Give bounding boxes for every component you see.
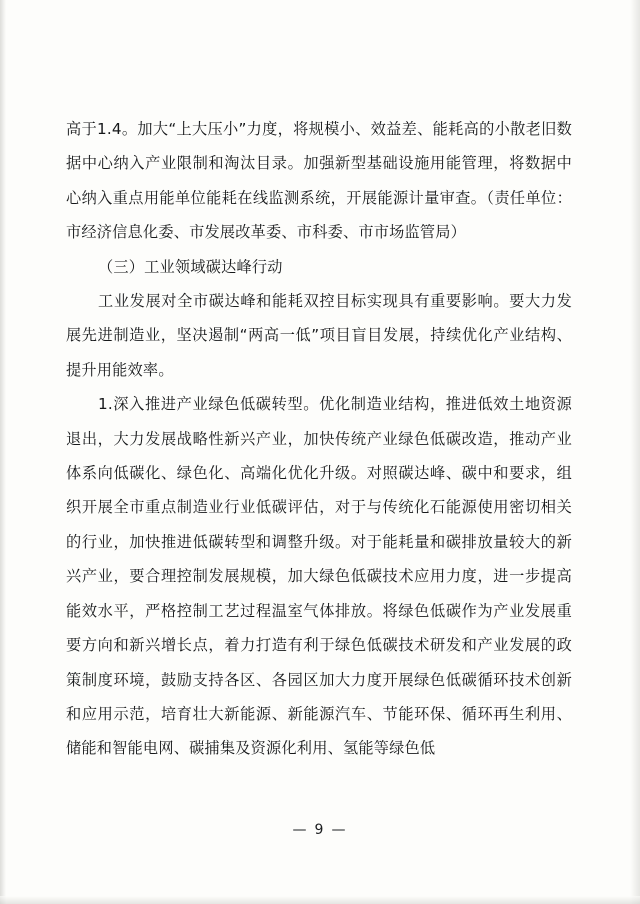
page-bottom-edge-shadow xyxy=(0,896,640,904)
page-right-edge-shadow xyxy=(630,0,640,904)
page-number-value: 9 xyxy=(314,822,326,838)
paragraph-item-1-green-transition: 1.深入推进产业绿色低碳转型。优化制造业结构，推进低效土地资源退出，大力发展战略性新兴产业，加快传统产业绿色低碳改造，推动产业体系向低碳化、绿色化、高端化优化升级。对照碳达峰、碳中和要求，组织开展全市重点制造业行业低碳评估，对于与传统化石能源使用密切相关的行业，加快推进低碳转型和调整升级。对于能耗量和碳排放量较大的新兴产业，要合理控制发展规模，加大绿色低碳技术应用力度，进一步提高能效水平，严格控制工艺过程温室气体排放。将绿色低碳作为产业发展重要方向和新兴增长点，着力打造有利于绿色低碳技术研发和产业发展的政策制度环境，鼓励支持各区、各园区加大力度开展绿色低碳循环技术创新和应用示范，培育壮大新能源、新能源汽车、节能环保、循环再生利用、储能和智能电网、碳捕集及资源化利用、氢能等绿色低 xyxy=(66,395,572,758)
page-number-dash-left: — xyxy=(292,822,309,838)
paragraph-continued-1: 高于1.4。加大“上大压小”力度，将规模小、效益差、能耗高的小散老旧数据中心纳入产业限制和淘汰目录。加强新型基础设施用能管理，将数据中心纳入重点用能单位能耗在线监测系统，开展能源计量审查。（责任单位：市经济信息化委、市发展改革委、市科委、市市场监管局） xyxy=(66,120,572,242)
paragraph-industry-overview: 工业发展对全市碳达峰和能耗双控目标实现具有重要影响。要大力发展先进制造业，坚决遏制“两高一低”项目盲目发展，持续优化产业结构、提升用能效率。 xyxy=(66,292,572,379)
page-number-dash-right: — xyxy=(331,822,348,838)
section-heading-three: （三）工业领域碳达峰行动 xyxy=(98,257,283,276)
document-body xyxy=(66,112,572,766)
page-left-edge-shadow xyxy=(0,0,6,904)
page-number xyxy=(0,822,640,838)
